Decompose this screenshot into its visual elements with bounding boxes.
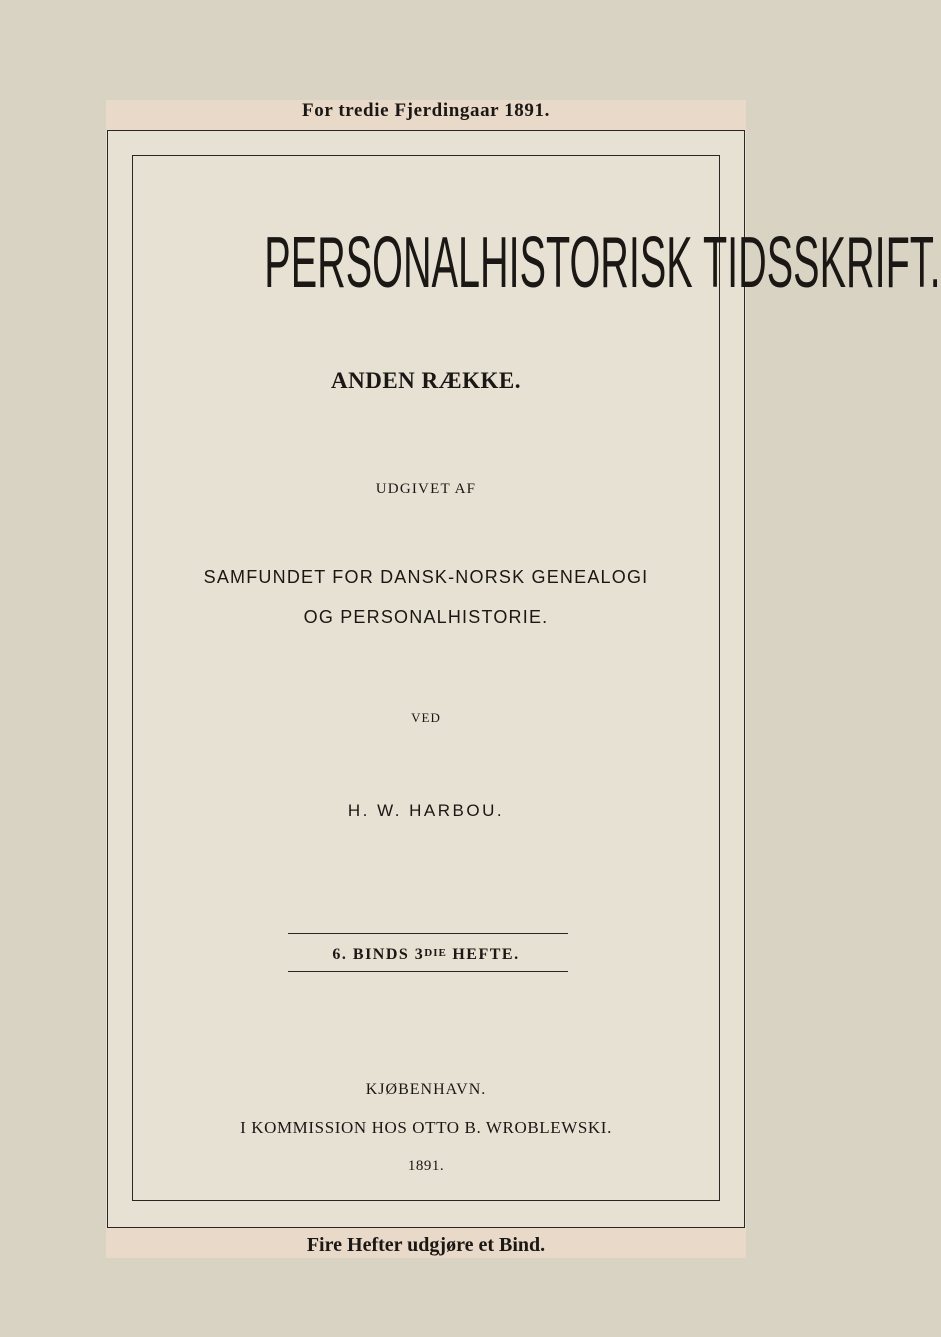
society-name-line-1: SAMFUNDET FOR DANSK-NORSK GENEALOGI xyxy=(203,567,649,587)
quarter-note: For tredie Fjerdingaar 1891. xyxy=(302,100,550,121)
issue-suffix: HEFTE. xyxy=(446,946,520,963)
society-name-line-2: OG PERSONALHISTORIE. xyxy=(303,607,549,627)
issue-label xyxy=(132,943,720,965)
issue-ordinal-superscript: DIE xyxy=(424,947,447,959)
imprint-year: 1891. xyxy=(407,1158,445,1174)
issue-rule-bottom xyxy=(288,971,568,972)
title-page xyxy=(106,100,941,1258)
imprint-place: KJØBENHAVN. xyxy=(365,1081,487,1098)
volume-note: Fire Hefter udgjøre et Bind. xyxy=(306,1234,546,1256)
inner-border xyxy=(132,155,941,1201)
issue-prefix: 6. BINDS 3 xyxy=(332,946,425,963)
imprint-commission: I KOMMISSION HOS OTTO B. WROBLEWSKI. xyxy=(240,1118,612,1137)
editor-name: H. W. HARBOU. xyxy=(347,801,505,820)
editor-label: VED xyxy=(411,710,441,725)
journal-title: PERSONALHISTORISK TIDSSKRIFT. xyxy=(264,223,941,303)
published-by-label: UDGIVET AF xyxy=(375,481,477,497)
issue-rule-top xyxy=(288,933,568,934)
series-title: ANDEN RÆKKE. xyxy=(330,368,521,393)
